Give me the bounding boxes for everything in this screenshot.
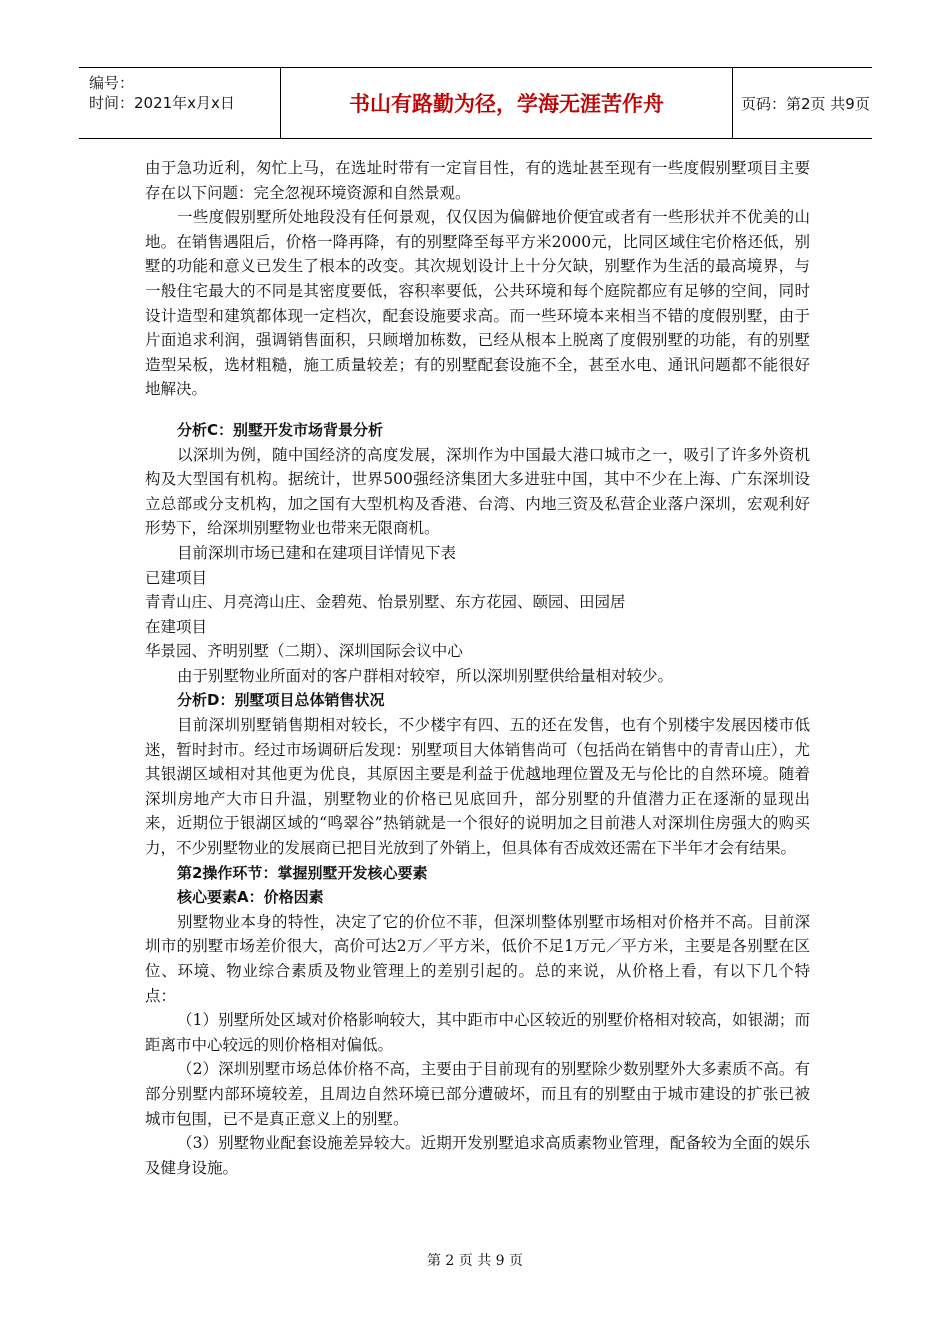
list-item: （2）深圳别墅市场总体价格不高，主要由于目前现有的别墅除少数别墅外大多素质不高。有部分别墅内部环境较差，且周边自然环境已部分遭破坏，而且有的别墅由于城市建设的扩张已被城市包围，已不是真正意义上的别墅。 [145, 1060, 810, 1128]
header-motto-cell [281, 68, 733, 138]
built-projects-label: 已建项目 [145, 568, 208, 587]
section-heading: 核心要素A：价格因素 [177, 888, 324, 907]
number-label: 编号： [89, 74, 135, 92]
document-body [145, 156, 810, 1180]
section-heading: 第2操作环节：掌握别墅开发核心要素 [177, 863, 428, 882]
paragraph: 目前深圳别墅销售期相对较长，不少楼宇有四、五的还在发售，也有个别楼宇发展因楼市低迷，暂时封市。经过市场调研后发现：别墅项目大体销售尚可（包括尚在销售中的青青山庄），尤其银湖区域相对其他更为优良，其原因主要是利益于优越地理位置及无与伦比的自然环境。随着深圳房地产大市日升温，别墅物业的价格已见底回升，部分别墅的升值潜力正在逐渐的显现出来，近期位于银湖区域的“鸣翠谷”热销就是一个很好的说明加之目前港人对深圳住房强大的购买力，不少别墅物业的发展商已把目光放到了外销上，但具体有否成效还需在下半年才会有结果。 [145, 716, 810, 858]
paragraph: 别墅物业本身的特性，决定了它的价位不菲，但深圳整体别墅市场相对价格并不高。目前深圳市的别墅市场差价很大，高价可达2万／平方米，低价不足1万元／平方米，主要是各别墅在区位、环境、物业综合素质及物业管理上的差别引起的。总的来说，从价格上看，有以下几个特点： [145, 912, 810, 1005]
header-meta-cell [79, 68, 281, 138]
page-footer: 第 2 页 共 9 页 [426, 1253, 524, 1269]
building-projects-list: 华景园、齐明别墅（二期）、深圳国际会议中心 [145, 642, 463, 661]
date-label: 时间：2021年x月x日 [89, 94, 235, 112]
list-item: （1）别墅所处区域对价格影响较大，其中距市中心区较近的别墅价格相对较高，如银湖；而距离市中心较远的则价格相对偏低。 [145, 1011, 810, 1054]
section-heading: 分析D：别墅项目总体销售状况 [177, 691, 385, 710]
spacer [145, 402, 810, 418]
paragraph: 目前深圳市场已建和在建项目详情见下表 [177, 543, 457, 562]
header-page-cell [733, 68, 872, 138]
section-heading: 分析C：别墅开发市场背景分析 [177, 420, 384, 439]
built-projects-list: 青青山庄、月亮湾山庄、金碧苑、怡景别墅、东方花园、颐园、田园居 [145, 593, 626, 612]
motto-text: 书山有路勤为径，学海无涯苦作舟 [349, 92, 664, 116]
paragraph: 由于急功近利，匆忙上马，在选址时带有一定盲目性，有的选址甚至现有一些度假别墅项目主要存在以下问题：完全忽视环境资源和自然景观。 [145, 159, 810, 202]
paragraph: 由于别墅物业所面对的客户群相对较窄，所以深圳别墅供给量相对较少。 [177, 666, 674, 685]
page-header [79, 67, 872, 139]
building-projects-label: 在建项目 [145, 617, 208, 636]
paragraph: 以深圳为例，随中国经济的高度发展，深圳作为中国最大港口城市之一，吸引了许多外资机构及大型国有机构。据统计，世界500强经济集团大多进驻中国，其中不少在上海、广东深圳设立总部或分支机构，加之国有大型机构及香港、台湾、内地三资及私营企业落户深圳，宏观利好形势下，给深圳别墅物业也带来无限商机。 [145, 445, 810, 538]
list-item: （3）别墅物业配套设施差异较大。近期开发别墅追求高质素物业管理，配备较为全面的娱乐及健身设施。 [145, 1134, 810, 1177]
page-number-label: 页码：第2页 共9页 [741, 94, 870, 113]
paragraph: 一些度假别墅所处地段没有任何景观，仅仅因为偏僻地价便宜或者有一些形状并不优美的山地。在销售遇阻后，价格一降再降，有的别墅降至每平方米2000元，比同区域住宅价格还低，别墅的功能和意义已发生了根本的改变。其次规划设计上十分欠缺，别墅作为生活的最高境界，与一般住宅最大的不同是其密度要低，容积率要低，公共环境和每个庭院都应有足够的空间，同时设计造型和建筑都体现一定档次，配套设施要求高。而一些环境本来相当不错的度假别墅，由于片面追求利润，强调销售面积，只顾增加栋数，已经从根本上脱离了度假别墅的功能，有的别墅造型呆板，选材粗糙，施工质量较差；有的别墅配套设施不全，甚至水电、通讯问题都不能很好地解决。 [145, 208, 810, 399]
